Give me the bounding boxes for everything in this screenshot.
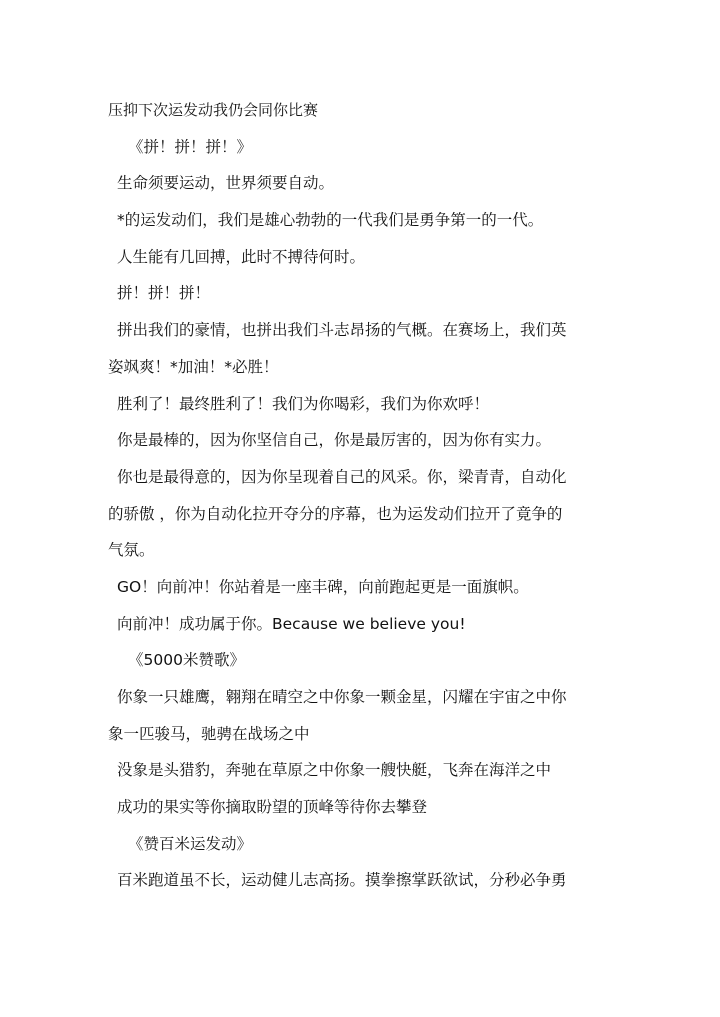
text-line: GO！向前冲！你站着是一座丰碑，向前跑起更是一面旗帜。 [117,577,529,596]
text-line: 向前冲！成功属于你。Because we believe you! [117,614,466,633]
poem-title-5000m: 《5000米赞歌》 [128,651,245,670]
document-body [108,92,613,899]
text-line: 百米跑道虽不长，运动健儿志高扬。摸拳擦掌跃欲试，分秒必争勇 [117,871,567,890]
text-line: 成功的果实等你摘取盼望的顶峰等待你去攀登 [117,798,428,817]
text-line: 象一匹骏马，驰骋在战场之中 [108,724,310,743]
text-line: 的骄傲 ，你为自动化拉开夺分的序幕，也为运发动们拉开了竟争的 [108,504,563,523]
text-line: 你也是最得意的，因为你呈现着自己的风采。你，梁青青，自动化 [117,467,567,486]
text-line: 拼！拼！拼！ [117,284,211,303]
document-heading: 压抑下次运发动我仍会同你比赛 [108,101,319,119]
text-line: 你是最棒的，因为你坚信自己，你是最厉害的，因为你有实力。 [117,431,552,450]
poem-title-pin: 《拼！拼！拼！》 [128,137,253,156]
text-line: 姿飒爽！*加油！*必胜！ [108,357,279,376]
text-line: 生命须要运动，世界须要自动。 [117,174,335,193]
text-line: 气氛。 [108,541,155,560]
poem-title-100m: 《赞百米运发动》 [128,834,253,853]
text-line: 你象一只雄鹰，翱翔在晴空之中你象一颗金星，闪耀在宇宙之中你 [117,688,567,706]
text-line: 没象是头猎豹，奔驰在草原之中你象一艘快艇，飞奔在海洋之中 [117,761,552,780]
text-line: 胜利了！最终胜利了！我们为你喝彩，我们为你欢呼！ [117,394,490,413]
text-line: 拼出我们的豪情，也拼出我们斗志昂扬的气概。在赛场上，我们英 [117,321,567,340]
text-line: *的运发动们，我们是雄心勃勃的一代我们是勇争第一的一代。 [117,211,544,230]
text-line: 人生能有几回搏，此时不搏待何时。 [117,247,366,266]
